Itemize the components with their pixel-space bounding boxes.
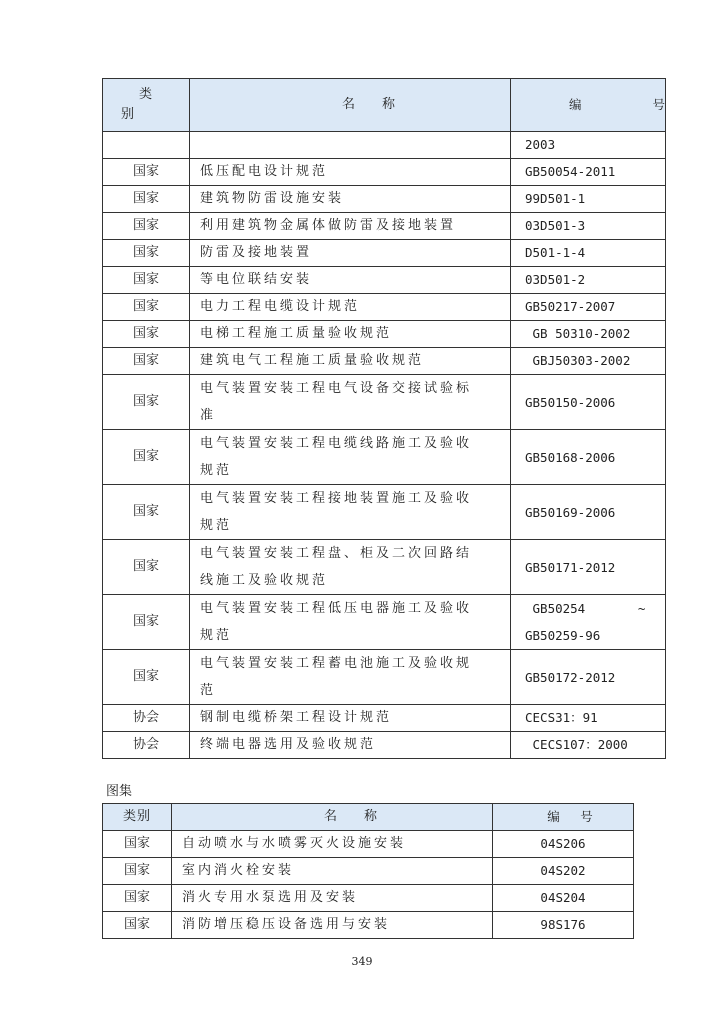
table-row: [103, 132, 666, 159]
code-cell: CECS31：91: [511, 705, 666, 732]
code-cell: 99D501-1: [511, 186, 666, 213]
name-cell: 防雷及接地装置: [190, 240, 511, 267]
table-row: [103, 430, 666, 485]
table-row: [103, 267, 666, 294]
type-cell: 国家: [103, 540, 190, 595]
atlas-table: [102, 803, 634, 939]
table-row: [103, 831, 634, 858]
code-cell: 03D501-2: [511, 267, 666, 294]
type-cell: 国家: [103, 240, 190, 267]
name-cell: 电气装置安装工程电缆线路施工及验收 规范: [190, 430, 511, 485]
code-cell: GBJ50303-2002: [511, 348, 666, 375]
name-cell: 低压配电设计规范: [190, 159, 511, 186]
name-cell: 电气装置安装工程电气设备交接试验标 准: [190, 375, 511, 430]
name-cell: 室内消火栓安装: [172, 858, 493, 885]
header-code: 编 号: [511, 79, 666, 132]
code-cell: GB50169-2006: [511, 485, 666, 540]
header-name: 名 称: [172, 804, 493, 831]
table-row: [103, 858, 634, 885]
standards-table: [102, 78, 666, 759]
table-row: [103, 912, 634, 939]
type-cell: 国家: [103, 912, 172, 939]
table-row: [103, 375, 666, 430]
table-row: [103, 732, 666, 759]
name-cell: 建筑物防雷设施安装: [190, 186, 511, 213]
name-cell: 利用建筑物金属体做防雷及接地装置: [190, 213, 511, 240]
code-cell: GB 50310-2002: [511, 321, 666, 348]
type-cell: 国家: [103, 321, 190, 348]
table-row: [103, 240, 666, 267]
code-cell: 2003: [511, 132, 666, 159]
name-cell: 钢制电缆桥架工程设计规范: [190, 705, 511, 732]
type-cell: 协会: [103, 705, 190, 732]
name-cell: 建筑电气工程施工质量验收规范: [190, 348, 511, 375]
header-code: 编 号: [493, 804, 634, 831]
code-cell: GB50254 ~ GB50259-96: [511, 595, 666, 650]
type-cell: 国家: [103, 430, 190, 485]
header-type: 类别: [103, 804, 172, 831]
type-cell: 国家: [103, 858, 172, 885]
code-cell: GB50172-2012: [511, 650, 666, 705]
table-header-row: [103, 804, 634, 831]
name-cell: 自动喷水与水喷雾灭火设施安装: [172, 831, 493, 858]
table-row: [103, 294, 666, 321]
table-row: [103, 321, 666, 348]
table-header-row: [103, 79, 666, 132]
header-type: 类 别: [103, 79, 190, 132]
code-cell: GB50217-2007: [511, 294, 666, 321]
table-row: [103, 213, 666, 240]
name-cell: 等电位联结安装: [190, 267, 511, 294]
table-row: [103, 485, 666, 540]
type-cell: 国家: [103, 885, 172, 912]
name-cell: 电力工程电缆设计规范: [190, 294, 511, 321]
type-cell: 国家: [103, 650, 190, 705]
code-cell: 04S206: [493, 831, 634, 858]
type-cell: 国家: [103, 186, 190, 213]
code-cell: D501-1-4: [511, 240, 666, 267]
code-cell: GB50150-2006: [511, 375, 666, 430]
code-cell: 04S204: [493, 885, 634, 912]
table-row: [103, 885, 634, 912]
type-cell: 国家: [103, 595, 190, 650]
name-cell: 电气装置安装工程接地装置施工及验收 规范: [190, 485, 511, 540]
table-row: [103, 595, 666, 650]
code-cell: 03D501-3: [511, 213, 666, 240]
code-cell: 04S202: [493, 858, 634, 885]
table-row: [103, 186, 666, 213]
type-cell: 国家: [103, 348, 190, 375]
type-cell: 国家: [103, 213, 190, 240]
code-cell: CECS107：2000: [511, 732, 666, 759]
name-cell: 电气装置安装工程低压电器施工及验收 规范: [190, 595, 511, 650]
code-cell: 98S176: [493, 912, 634, 939]
type-cell: 国家: [103, 375, 190, 430]
type-cell: 国家: [103, 267, 190, 294]
page-number: 349: [351, 955, 373, 968]
header-name: 名 称: [190, 79, 511, 132]
table-row: [103, 540, 666, 595]
table-row: [103, 159, 666, 186]
table-row: [103, 705, 666, 732]
name-cell: 电气装置安装工程蓄电池施工及验收规 范: [190, 650, 511, 705]
type-cell: 协会: [103, 732, 190, 759]
code-cell: GB50171-2012: [511, 540, 666, 595]
name-cell: 消火专用水泵选用及安装: [172, 885, 493, 912]
table-row: [103, 348, 666, 375]
name-cell: 终端电器选用及验收规范: [190, 732, 511, 759]
type-cell: 国家: [103, 485, 190, 540]
type-cell: 国家: [103, 831, 172, 858]
name-cell: 电气装置安装工程盘、柜及二次回路结 线施工及验收规范: [190, 540, 511, 595]
code-cell: GB50168-2006: [511, 430, 666, 485]
type-cell: 国家: [103, 159, 190, 186]
name-cell: 电梯工程施工质量验收规范: [190, 321, 511, 348]
atlas-caption: 图集: [106, 784, 133, 799]
code-cell: GB50054-2011: [511, 159, 666, 186]
table-row: [103, 650, 666, 705]
type-cell: 国家: [103, 294, 190, 321]
name-cell: 消防增压稳压设备选用与安装: [172, 912, 493, 939]
